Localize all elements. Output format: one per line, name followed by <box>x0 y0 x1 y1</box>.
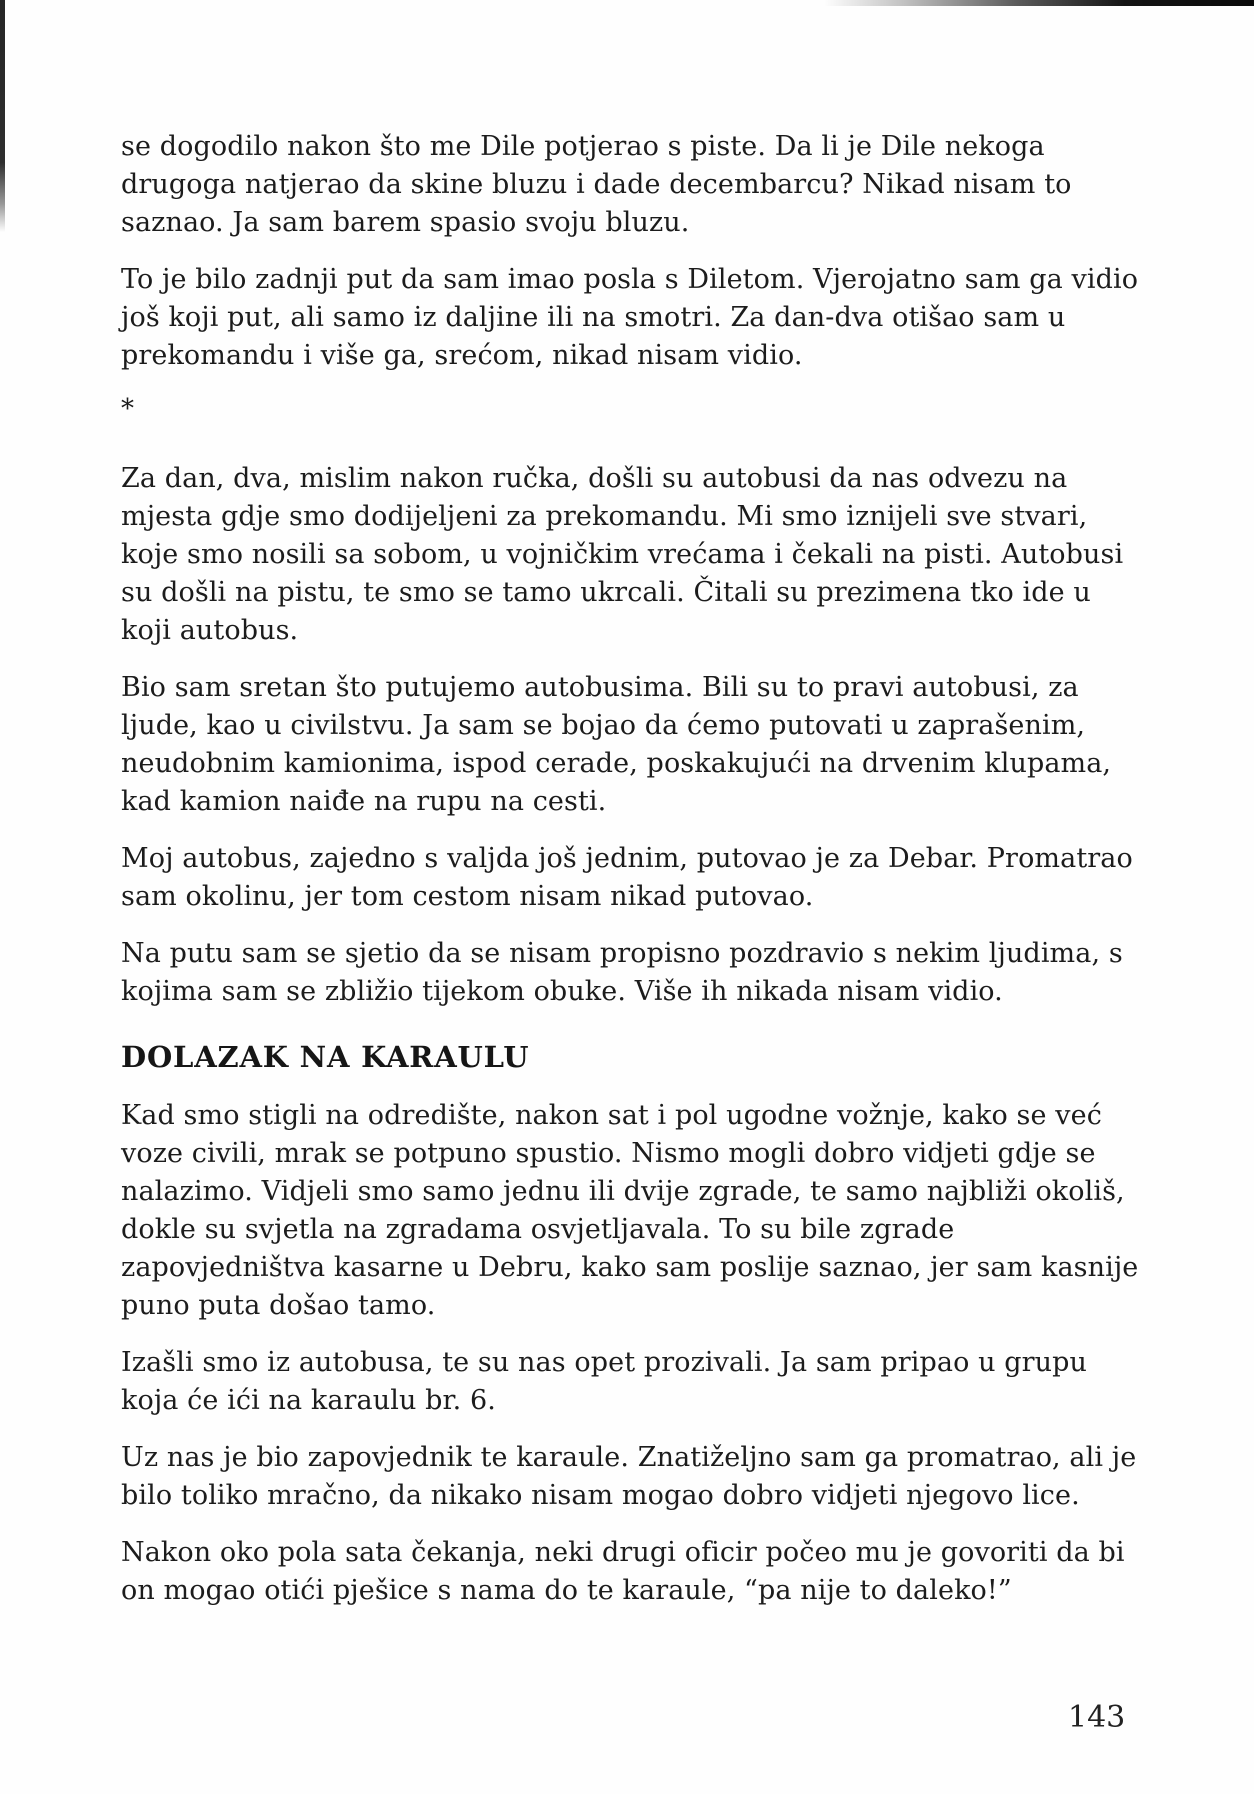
scan-artifact-top-bar <box>824 0 1254 6</box>
paragraph: se dogodilo nakon što me Dile potjerao s piste. Da li je Dile nekoga drugoga natjerao da skine bluzu i dade decembarcu? Nikad nisam to saznao. Ja sam barem spasio svoju bluzu. <box>121 131 1072 238</box>
paragraph: Nakon oko pola sata čekanja, neki drugi oficir počeo mu je govoriti da bi on mogao otići pješice s nama do te karaule, “pa nije to daleko!” <box>121 1537 1125 1606</box>
paragraph: Uz nas je bio zapovjednik te karaule. Znatiželjno sam ga promatrao, ali je bilo toliko mračno, da nikako nisam mogao dobro vidjeti njegovo lice. <box>121 1442 1137 1511</box>
page-number: 143 <box>1068 1700 1126 1735</box>
section-heading: DOLAZAK NA KARAULU <box>121 1040 530 1074</box>
body-text <box>121 128 1145 1629</box>
section-break-asterisk: * <box>121 394 135 424</box>
paragraph: Bio sam sretan što putujemo autobusima. Bili su to pravi autobusi, za ljude, kao u civilstvu. Ja sam se bojao da ćemo putovati u zaprašenim, neudobnim kamionima, ispod cerade, poskakujući na drvenim klupama, kad kamion naiđe na rupu na cesti. <box>121 672 1112 817</box>
paragraph: Kad smo stigli na odredište, nakon sat i pol ugodne vožnje, kako se već voze civili, mrak se potpuno spustio. Nismo mogli dobro vidjeti gdje se nalazimo. Vidjeli smo samo jednu ili dvije zgrade, te samo najbliži okoliš, dokle su svjetla na zgradama osvjetljavala. To su bile zgrade zapovjedništva kasarne u Debru, kako sam poslije saznao, jer sam kasnije puno puta došao tamo. <box>121 1100 1139 1321</box>
paragraph: Moj autobus, zajedno s valjda još jednim, putovao je za Debar. Promatrao sam okolinu, jer tom cestom nisam nikad putovao. <box>121 843 1133 912</box>
paragraph: To je bilo zadnji put da sam imao posla s Diletom. Vjerojatno sam ga vidio još koji put, ali samo iz daljine ili na smotri. Za dan-dva otišao sam u prekomandu i više ga, srećom, nikad nisam vidio. <box>121 264 1139 371</box>
scan-artifact-left-bar <box>0 0 5 232</box>
paragraph: Izašli smo iz autobusa, te su nas opet prozivali. Ja sam pripao u grupu koja će ići na karaulu br. 6. <box>121 1347 1088 1416</box>
paragraph: Na putu sam se sjetio da se nisam propisno pozdravio s nekim ljudima, s kojima sam se zbližio tijekom obuke. Više ih nikada nisam vidio. <box>121 938 1123 1007</box>
paragraph: Za dan, dva, mislim nakon ručka, došli su autobusi da nas odvezu na mjesta gdje smo dodijeljeni za prekomandu. Mi smo iznijeli sve stvari, koje smo nosili sa sobom, u vojničkim vrećama i čekali na pisti. Autobusi su došli na pistu, te smo se tamo ukrcali. Čitali su prezimena tko ide u koji autobus. <box>121 463 1124 646</box>
